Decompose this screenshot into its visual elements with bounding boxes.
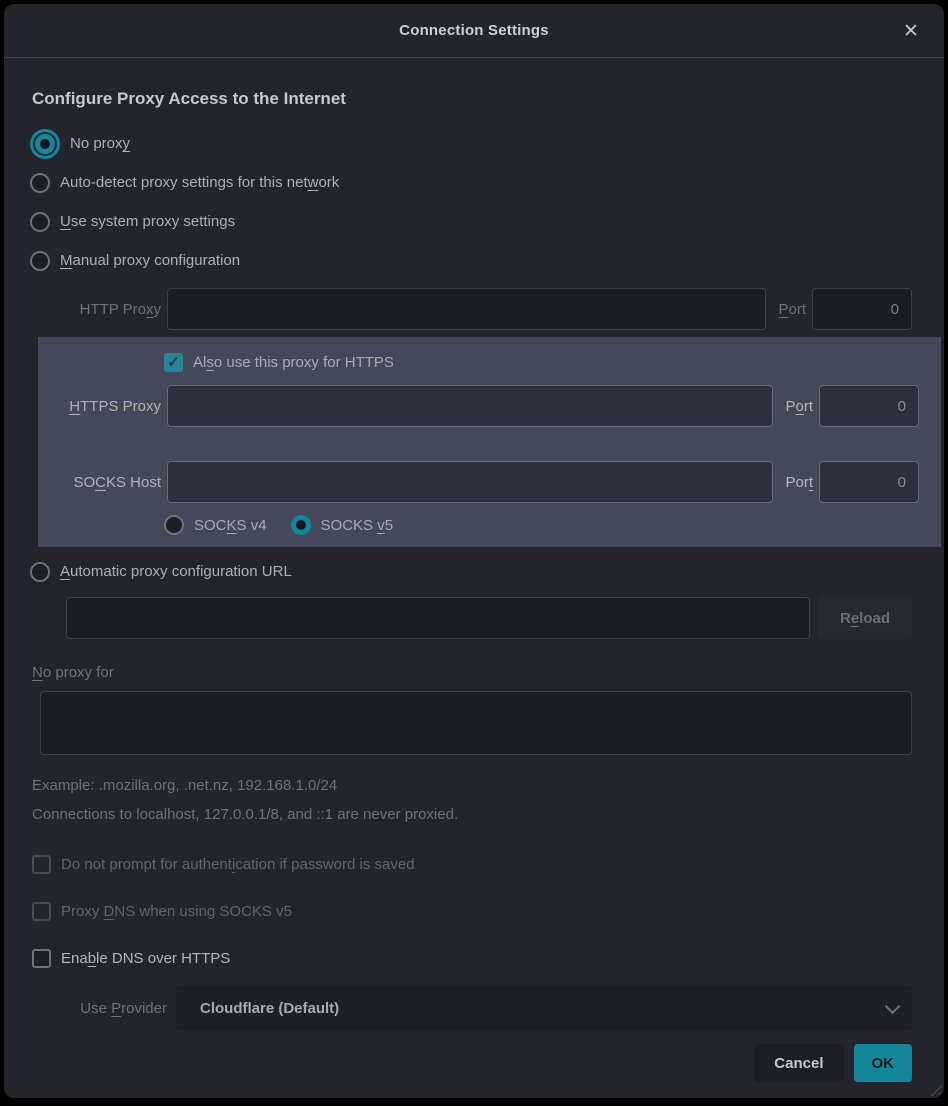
ok-button[interactable]: OK bbox=[854, 1044, 913, 1082]
socks-host-input[interactable] bbox=[167, 461, 773, 503]
radio-label-manual-proxy: Manual proxy configuration bbox=[60, 252, 241, 269]
socks-v4-option[interactable] bbox=[164, 515, 267, 535]
socks-port-input[interactable] bbox=[819, 461, 919, 503]
radio-icon-socks-v5[interactable] bbox=[291, 515, 311, 535]
socks-host-row bbox=[38, 461, 919, 503]
radio-icon-auto-detect[interactable] bbox=[30, 173, 50, 193]
auto-url-label: Automatic proxy configuration URL bbox=[60, 563, 292, 580]
cancel-button[interactable]: Cancel bbox=[754, 1044, 843, 1082]
http-port-input[interactable] bbox=[812, 288, 912, 330]
https-port-label: Port bbox=[785, 397, 813, 415]
reload-button[interactable]: Reload bbox=[818, 597, 912, 639]
also-https-label: Also use this proxy for HTTPS bbox=[193, 353, 394, 371]
also-https-checkbox-row[interactable] bbox=[38, 345, 919, 379]
checkbox-icon-dns-over-https[interactable] bbox=[32, 949, 51, 968]
radio-label-auto-detect: Auto-detect proxy settings for this network bbox=[60, 174, 340, 191]
dialog-actions bbox=[4, 1044, 912, 1082]
dns-over-https-label: Enable DNS over HTTPS bbox=[61, 949, 231, 967]
https-proxy-row bbox=[38, 385, 919, 427]
checkbox-row-no-prompt-auth[interactable] bbox=[32, 849, 944, 879]
use-provider-label: Use Provider bbox=[80, 999, 167, 1017]
no-prompt-auth-label: Do not prompt for authentication if password is saved bbox=[61, 855, 415, 873]
checkbox-icon-no-prompt-auth[interactable] bbox=[32, 855, 51, 874]
no-proxy-for-label: No proxy for bbox=[32, 664, 114, 681]
socks-v5-label: SOCKS v5 bbox=[320, 516, 394, 534]
radio-row-system-proxy[interactable] bbox=[30, 202, 944, 241]
checkbox-row-proxy-dns-socks5[interactable] bbox=[32, 896, 944, 926]
radio-icon-no-proxy[interactable] bbox=[35, 134, 55, 154]
http-proxy-row bbox=[32, 288, 912, 330]
radio-label-system-proxy: Use system proxy settings bbox=[60, 213, 236, 230]
no-proxy-example-text: Example: .mozilla.org, .net.nz, 192.168.1.0/24 bbox=[32, 777, 338, 794]
auto-url-input[interactable] bbox=[66, 597, 810, 639]
checkbox-icon-proxy-dns-socks5[interactable] bbox=[32, 902, 51, 921]
dialog-body bbox=[4, 58, 944, 1098]
no-proxy-for-textarea[interactable] bbox=[40, 691, 912, 755]
radio-icon-system-proxy[interactable] bbox=[30, 212, 50, 232]
provider-dropdown[interactable] bbox=[176, 986, 912, 1030]
socks-host-label: SOCKS Host bbox=[73, 473, 161, 491]
dns-provider-row bbox=[32, 986, 912, 1030]
socks-v4-label: SOCKS v4 bbox=[194, 516, 267, 534]
auto-url-row bbox=[66, 597, 912, 639]
provider-selected-value: Cloudflare (Default) bbox=[200, 999, 340, 1017]
chevron-down-icon bbox=[885, 998, 901, 1014]
dialog-titlebar bbox=[4, 4, 944, 58]
radio-icon-auto-url[interactable] bbox=[30, 562, 50, 582]
socks-port-label: Port bbox=[785, 473, 813, 491]
checkbox-checked-icon[interactable]: ✓ bbox=[164, 353, 183, 372]
radio-row-no-proxy[interactable] bbox=[30, 124, 944, 163]
https-socks-highlight-panel bbox=[38, 337, 941, 547]
radio-icon-socks-v4[interactable] bbox=[164, 515, 184, 535]
radio-label-no-proxy: No proxy bbox=[70, 135, 131, 152]
localhost-note-text: Connections to localhost, 127.0.0.1/8, and ::1 are never proxied. bbox=[32, 806, 459, 823]
close-icon[interactable]: ✕ bbox=[903, 20, 919, 42]
radio-row-auto-detect[interactable] bbox=[30, 163, 944, 202]
radio-row-manual-proxy[interactable] bbox=[30, 241, 944, 280]
https-proxy-label: HTTPS Proxy bbox=[69, 397, 161, 415]
http-proxy-input[interactable] bbox=[167, 288, 766, 330]
https-proxy-input[interactable] bbox=[167, 385, 773, 427]
socks-version-row bbox=[38, 509, 919, 541]
proxy-dns-socks5-label: Proxy DNS when using SOCKS v5 bbox=[61, 902, 292, 920]
https-port-input[interactable] bbox=[819, 385, 919, 427]
section-heading: Configure Proxy Access to the Internet bbox=[32, 89, 346, 108]
radio-row-auto-url[interactable] bbox=[30, 552, 944, 591]
socks-v5-option[interactable] bbox=[291, 515, 394, 535]
connection-settings-dialog bbox=[4, 4, 944, 1098]
http-port-label: Port bbox=[778, 300, 806, 318]
radio-icon-manual-proxy[interactable] bbox=[30, 251, 50, 271]
checkbox-row-dns-over-https[interactable] bbox=[32, 943, 944, 973]
http-proxy-label: HTTP Proxy bbox=[79, 300, 161, 318]
dialog-title: Connection Settings bbox=[399, 22, 549, 39]
